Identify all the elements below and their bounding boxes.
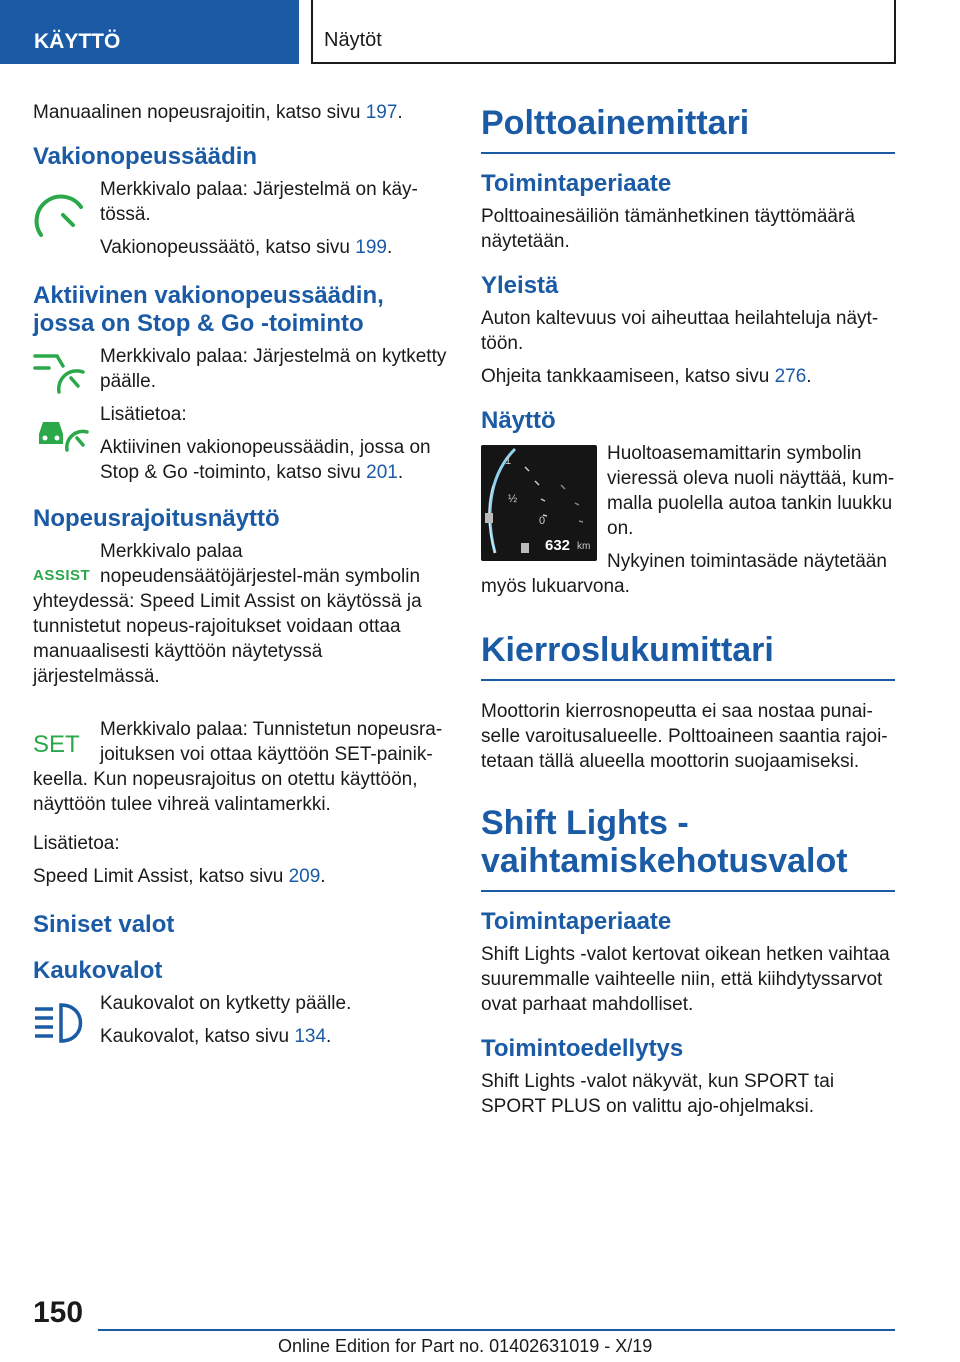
- page-link[interactable]: 134: [294, 1026, 327, 1047]
- cruise-heading: Vakionopeussäädin: [33, 143, 258, 170]
- right-column: [481, 104, 895, 1127]
- high-beam-icon: [33, 1001, 89, 1047]
- speedlimit-text-4: Speed Limit Assist, katso sivu 209.: [33, 866, 326, 887]
- speedlimit-text-2: Merkkivalo palaa: Tunnistetun nopeusra-joituksen voi ottaa käyttöön SET-painik-keella. Kun nopeusrajoitus on otettu käyttöön, näyttöön tulee vihreä valintamerkki.: [33, 719, 443, 815]
- left-column: [33, 100, 447, 1051]
- shift-principle-text: Shift Lights -valot kertovat oikean hetken vaihtaa suuremmalle vaihteelle niin, että kiihdytyssarvot ovat parhaat mahdolliset.: [481, 944, 890, 1015]
- acc-text-3: Aktiivinen vakionopeussäädin, jossa on Stop & Go -toiminto, katso sivu 201.: [100, 437, 431, 483]
- page-number: 150: [33, 1296, 84, 1329]
- speedlimit-text-3: Lisätietoa:: [33, 833, 120, 854]
- fuel-range-unit: km: [577, 541, 591, 552]
- fuel-tick-empty: 0: [539, 515, 546, 527]
- high-beam-heading: Kaukovalot: [33, 957, 163, 984]
- cruise-item: [33, 177, 447, 260]
- acc-text-1: Merkkivalo palaa: Järjestelmä on kytketty päälle.: [100, 346, 447, 392]
- fuel-display-block: [481, 441, 895, 599]
- fuel-general-heading: Yleistä: [481, 272, 559, 299]
- acc-text-2: Lisätietoa:: [100, 404, 187, 425]
- high-beam-text-2: Kaukovalot, katso sivu 134.: [100, 1026, 332, 1047]
- page-link[interactable]: 209: [288, 866, 321, 887]
- blue-lights-heading: Siniset valot: [33, 911, 175, 938]
- cruise-text-1: Merkkivalo palaa: Järjestelmä on käy-tössä.: [100, 179, 418, 225]
- assist-icon: ASSIST: [33, 567, 91, 584]
- shift-requirement-heading: Toimintoedellytys: [481, 1035, 684, 1062]
- fuel-display-text-1: Huoltoasemamittarin symbolin vieressä oleva nuoli näyttää, kum-malla puolella autoa tankin luukku on.: [607, 443, 895, 539]
- fuel-range-value: 632: [545, 537, 571, 554]
- rev-counter-text: Moottorin kierrosnopeutta ei saa nostaa punai-selle varoitusalueelle. Polttoaineen saantia rajoi-tetaan tällä alueella moottorin suojaamiseksi.: [481, 701, 888, 772]
- shift-lights-heading: Shift Lights - vaihtamiskehotusvalot: [481, 804, 895, 892]
- footer-rule: [98, 1329, 895, 1331]
- page-section-title: Näytöt: [324, 29, 382, 51]
- cruise-text-2: Vakionopeussäätö, katso sivu 199.: [100, 237, 393, 258]
- high-beam-item: [33, 991, 447, 1051]
- fuel-display-heading: Näyttö: [481, 407, 556, 434]
- header-frame: [311, 0, 896, 64]
- fuel-display-text-2: Nykyinen toimintasäde näytetään myös lukuarvona.: [481, 551, 887, 597]
- acc-icon: [33, 346, 89, 396]
- section-tab: KÄYTTÖ: [0, 0, 299, 64]
- shift-requirement-text: Shift Lights -valot näkyvät, kun SPORT tai SPORT PLUS on valittu ajo-ohjelmaksi.: [481, 1071, 835, 1117]
- footer-edition: Online Edition for Part no. 01402631019 - X/19: [278, 1336, 653, 1356]
- speedlimit-text-1: Merkkivalo palaa nopeudensäätöjärjestel-män symbolin yhteydessä: Speed Limit Assist on käytössä ja tunnistetut nopeus-rajoitukset voidaan ottaa manuaalisesti käyttöön näytetyssä järjestelmässä.: [33, 541, 422, 687]
- cruise-control-icon: [33, 187, 89, 243]
- speedlimit-block: [33, 539, 447, 889]
- fuel-gauge-image: [481, 445, 597, 561]
- acc-item: [33, 344, 447, 485]
- page-link[interactable]: 199: [355, 237, 387, 258]
- intro-paragraph: Manuaalinen nopeusrajoitin, katso sivu 197.: [33, 102, 403, 123]
- page-link[interactable]: 276: [774, 366, 807, 387]
- fuel-general-text-2: Ohjeita tankkaamiseen, katso sivu 276.: [481, 366, 812, 387]
- fuel-tick-full: 1: [505, 455, 512, 467]
- page-link[interactable]: 201: [366, 462, 398, 483]
- fuel-gauge-heading: Polttoainemittari: [481, 104, 895, 154]
- fuel-principle-text: Polttoainesäiliön tämänhetkinen täyttömäärä näytetään.: [481, 206, 855, 252]
- fuel-principle-heading: Toimintaperiaate: [481, 170, 672, 197]
- page-link[interactable]: 197: [365, 102, 398, 123]
- rev-counter-heading: Kierroslukumittari: [481, 631, 895, 681]
- speedlimit-heading: Nopeusrajoitusnäyttö: [33, 505, 280, 532]
- acc-heading: Aktiivinen vakionopeussäädin, jossa on Stop & Go -toiminto: [33, 282, 384, 337]
- high-beam-text-1: Kaukovalot on kytketty päälle.: [100, 993, 352, 1014]
- set-icon: SET: [33, 731, 80, 758]
- acc-car-icon: [33, 414, 89, 454]
- fuel-general-text-1: Auton kaltevuus voi aiheuttaa heilahteluja näyt-töön.: [481, 308, 879, 354]
- fuel-tick-half: ½: [508, 493, 518, 505]
- shift-principle-heading: Toimintaperiaate: [481, 908, 672, 935]
